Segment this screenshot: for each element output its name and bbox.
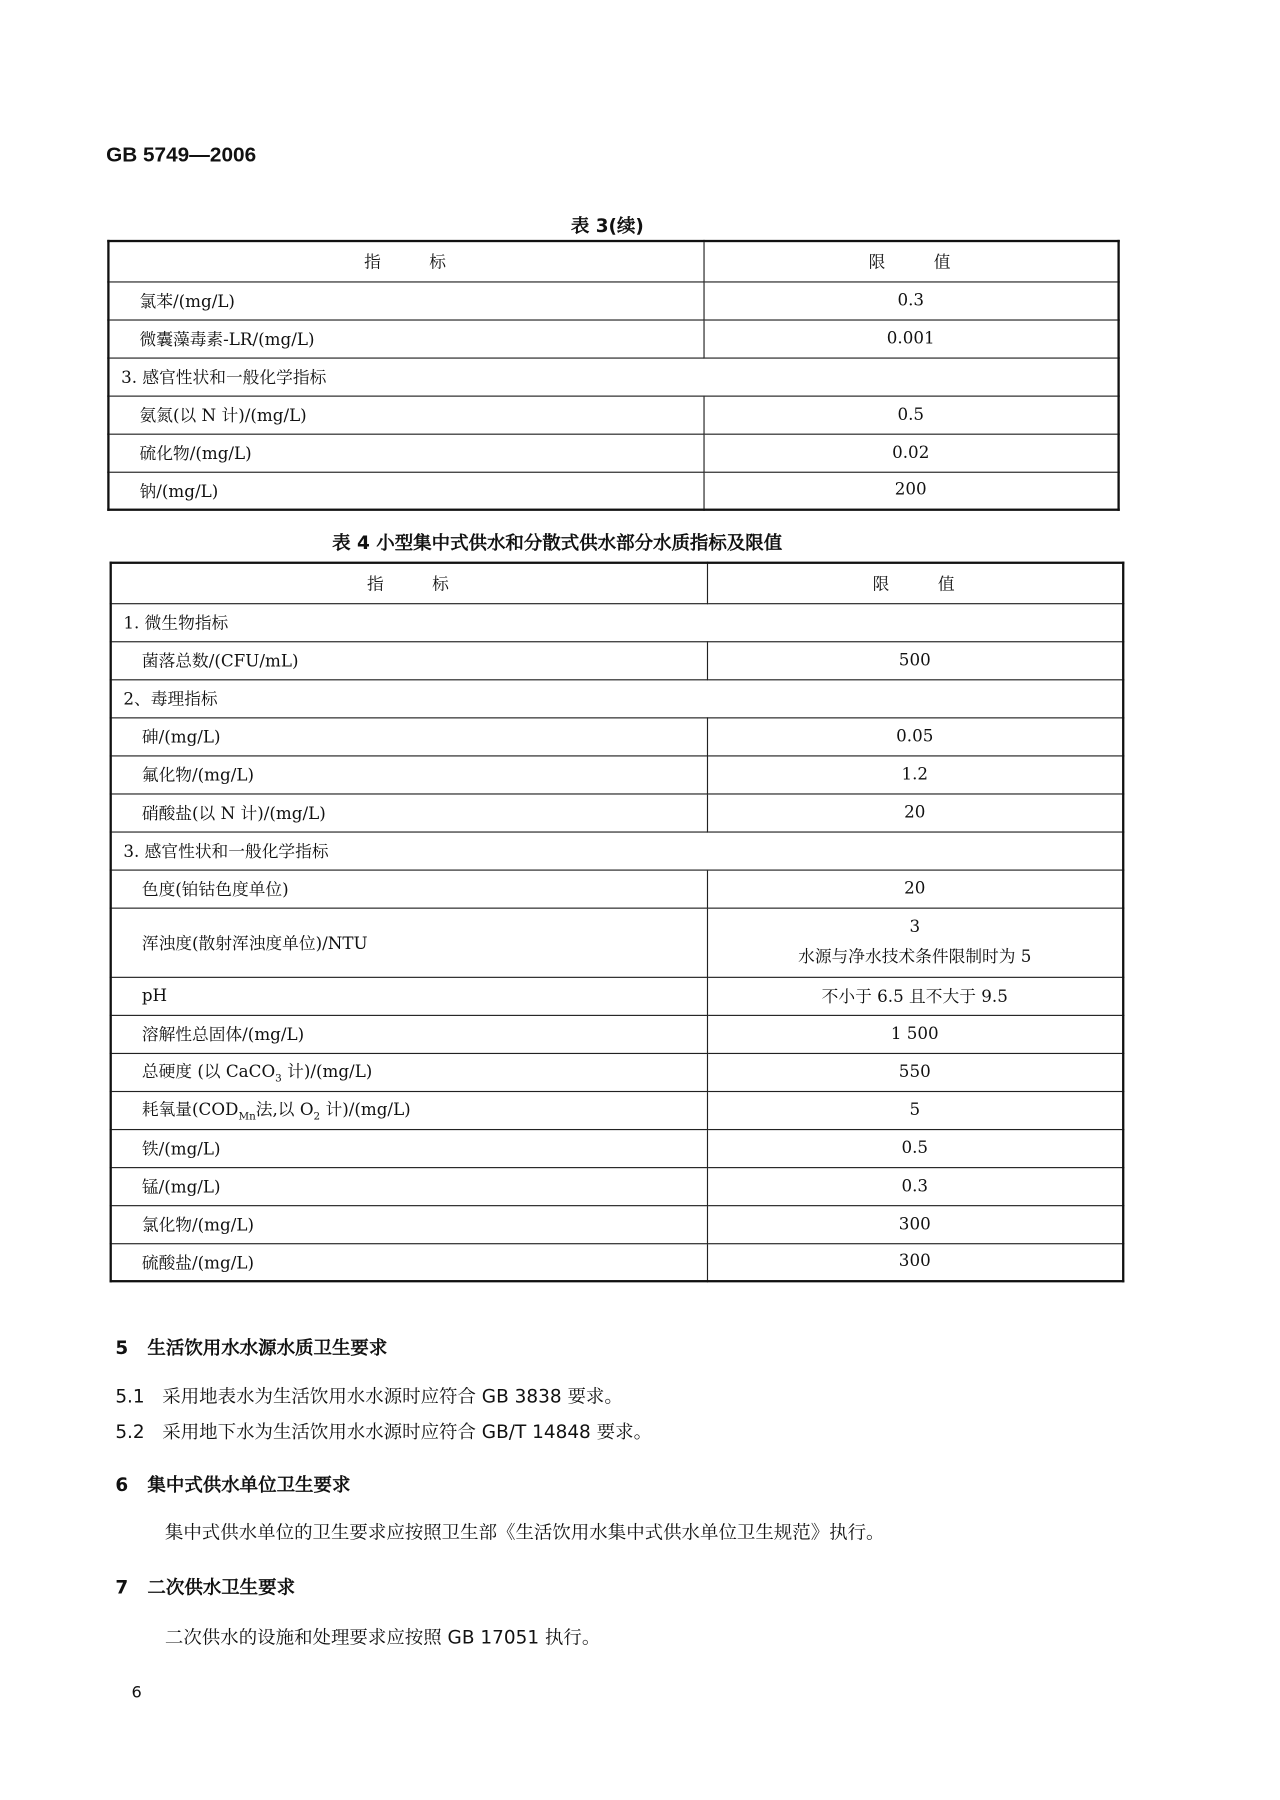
page-number: 6: [131, 1683, 142, 1703]
table-row: [111, 755, 1124, 793]
table-row: [111, 1053, 1124, 1091]
document-id: GB 5749—2006: [106, 142, 257, 167]
limit-cell: 200: [703, 472, 1118, 510]
limit-cell: 0.3: [703, 281, 1118, 319]
table-row: [108, 472, 1118, 510]
header-limit-2: 值: [937, 575, 957, 595]
limit-cell: 0.02: [703, 434, 1118, 472]
table3-caption: 表 3(续): [570, 214, 644, 237]
table-row: [108, 396, 1118, 434]
indicator-cell: 色度(铂钴色度单位): [111, 870, 707, 908]
indicator-cell: 铁/(mg/L): [111, 1129, 707, 1167]
limit-cell: 300: [707, 1243, 1123, 1281]
section-6-text: 集中式供水单位的卫生要求应按照卫生部《生活饮用水集中式供水单位卫生规范》执行。: [164, 1521, 885, 1543]
indicator-cell: 氯苯/(mg/L): [108, 281, 703, 319]
subscript: Mn: [238, 1111, 256, 1124]
header-limit-2: 值: [933, 253, 953, 273]
table-row: [108, 319, 1118, 357]
header-indicator: 指: [364, 253, 384, 273]
indicator-cell: 砷/(mg/L): [111, 717, 707, 755]
limit-cell: 20: [707, 870, 1123, 908]
section-5-heading: 5 生活饮用水水源水质卫生要求: [115, 1336, 388, 1359]
section-row: [111, 831, 1124, 869]
table-row: [108, 281, 1118, 319]
subscript: 3: [275, 1073, 282, 1086]
header-indicator-2: 标: [432, 575, 452, 595]
header-indicator-2: 标: [429, 253, 449, 273]
limit-cell: 20: [707, 793, 1123, 831]
indicator-cell: 菌落总数/(CFU/mL): [111, 641, 707, 679]
table-row: [111, 1015, 1124, 1053]
limit-cell: 0.5: [707, 1129, 1123, 1167]
header-limit: 限: [872, 575, 892, 595]
section-7-text: 二次供水的设施和处理要求应按照 GB 17051 执行。: [164, 1626, 601, 1648]
table-row: [111, 1243, 1124, 1281]
table-row: [111, 1091, 1124, 1129]
table-row: [111, 717, 1124, 755]
table-header: [108, 241, 1118, 281]
table-row: [111, 641, 1124, 679]
indicator-cell: 硝酸盐(以 N 计)/(mg/L): [111, 793, 707, 831]
indicator-cell: 溶解性总固体/(mg/L): [111, 1015, 707, 1053]
indicator-cell: 锰/(mg/L): [111, 1167, 707, 1205]
section-row: [111, 603, 1124, 641]
table-header: [111, 563, 1124, 603]
limit-value: 3: [909, 917, 921, 936]
limit-cell: 0.3: [707, 1167, 1123, 1205]
limit-cell: 500: [707, 641, 1123, 679]
indicator-cell: [111, 1091, 707, 1129]
table-row: [108, 434, 1118, 472]
section-cell: 2、毒理指标: [111, 679, 1124, 717]
table4-caption: 表 4 小型集中式供水和分散式供水部分水质指标及限值: [332, 531, 783, 554]
table-row: [111, 977, 1124, 1015]
limit-note: 水源与净水技术条件限制时为 5: [798, 947, 1032, 966]
section-cell: 3. 感官性状和一般化学指标: [108, 357, 1118, 395]
indicator-cell: 硫酸盐/(mg/L): [111, 1243, 707, 1281]
text: 法,以 O: [255, 1101, 314, 1120]
text: 计)/(mg/L): [281, 1063, 373, 1082]
table-row: [111, 1129, 1124, 1167]
section-row: [108, 357, 1118, 395]
section-6-heading: 6 集中式供水单位卫生要求: [115, 1473, 351, 1496]
indicator-cell: 微囊藻毒素-LR/(mg/L): [108, 319, 703, 357]
indicator-cell: [111, 1053, 707, 1091]
limit-cell: 300: [707, 1205, 1123, 1243]
indicator-cell: 浑浊度(散射浑浊度单位)/NTU: [111, 908, 707, 977]
limit-cell: [707, 908, 1123, 977]
indicator-cell: 氨氮(以 N 计)/(mg/L): [108, 396, 703, 434]
indicator-cell: 氯化物/(mg/L): [111, 1205, 707, 1243]
text: 总硬度 (以 CaCO: [141, 1063, 276, 1082]
text: 耗氧量(COD: [141, 1101, 239, 1120]
limit-cell: 1.2: [707, 755, 1123, 793]
indicator-cell: pH: [111, 977, 707, 1015]
clause-5-1: 5.1 采用地表水为生活饮用水水源时应符合 GB 3838 要求。: [115, 1384, 623, 1407]
indicator-cell: 氟化物/(mg/L): [111, 755, 707, 793]
clause-5-2: 5.2 采用地下水为生活饮用水水源时应符合 GB/T 14848 要求。: [115, 1420, 653, 1443]
header-indicator: 指: [367, 575, 387, 595]
limit-cell: 5: [707, 1091, 1123, 1129]
limit-cell: 0.05: [707, 717, 1123, 755]
limit-cell: 0.001: [703, 319, 1118, 357]
section-cell: 3. 感官性状和一般化学指标: [111, 831, 1124, 869]
header-limit: 限: [868, 253, 888, 273]
limit-cell: 0.5: [703, 396, 1118, 434]
limit-cell: 550: [707, 1053, 1123, 1091]
table-row: [111, 1167, 1124, 1205]
table-row: [111, 1205, 1124, 1243]
indicator-cell: 钠/(mg/L): [108, 472, 703, 510]
section-row: [111, 679, 1124, 717]
limit-cell: 1 500: [707, 1015, 1123, 1053]
table-row: [111, 793, 1124, 831]
table-row: [111, 870, 1124, 908]
indicator-cell: 硫化物/(mg/L): [108, 434, 703, 472]
limit-cell: 不小于 6.5 且不大于 9.5: [707, 977, 1123, 1015]
table4: [110, 562, 1125, 1283]
section-cell: 1. 微生物指标: [111, 603, 1124, 641]
text: 计)/(mg/L): [320, 1101, 411, 1120]
subscript: 2: [313, 1111, 321, 1124]
table-row: [111, 908, 1124, 977]
section-7-heading: 7 二次供水卫生要求: [115, 1576, 296, 1599]
table3: [107, 240, 1120, 511]
